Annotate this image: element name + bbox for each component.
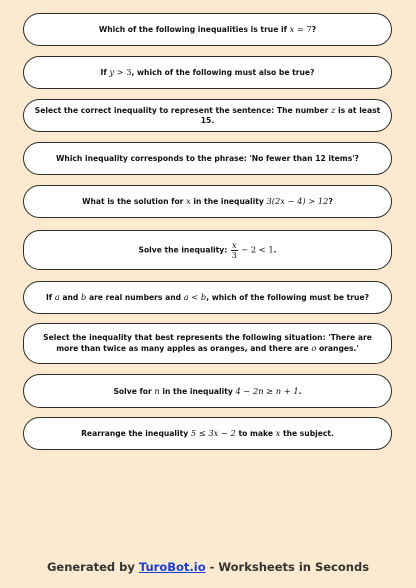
math-expression: = 7 xyxy=(294,24,312,34)
question-text: the subject. xyxy=(280,429,334,438)
footer xyxy=(0,560,416,574)
turobot-link[interactable]: TuroBot.io xyxy=(138,560,206,574)
question-card-7 xyxy=(23,281,392,314)
question-text: . xyxy=(298,386,302,396)
question-text: ? xyxy=(311,25,317,34)
math-expression: 3(2x − 4) > 12 xyxy=(266,196,329,206)
question-text: Rearrange the inequality xyxy=(81,429,191,438)
question-text: What is the solution for xyxy=(82,197,187,206)
math-expression: > 3 xyxy=(114,67,132,77)
question-text: . xyxy=(273,245,277,254)
question-card-5 xyxy=(23,185,392,218)
question-text: If xyxy=(100,68,110,77)
math-expression: a < b xyxy=(183,292,207,302)
question-card-9 xyxy=(23,374,392,408)
question-card-3 xyxy=(23,99,392,132)
math-variable: a xyxy=(54,292,60,302)
math-expression: − 2 < 1 xyxy=(238,244,274,254)
math-expression: 4 − 2n ≥ n + 1 xyxy=(235,385,299,396)
question-text: If xyxy=(45,293,55,302)
question-card-1 xyxy=(23,13,392,46)
question-text: to make xyxy=(235,429,276,438)
math-variable: z xyxy=(331,105,336,115)
math-expression: 5 ≤ 3x − 2 xyxy=(190,428,236,438)
math-fraction xyxy=(231,241,238,260)
math-variable: x xyxy=(289,24,295,34)
question-text: in the inequality xyxy=(159,386,236,396)
question-card-8 xyxy=(23,323,392,364)
question-text: , which of the following must also be true? xyxy=(131,68,315,77)
math-variable: n xyxy=(154,385,160,396)
question-card-6 xyxy=(23,230,392,270)
question-text: are real numbers and xyxy=(86,293,184,302)
question-text: ? xyxy=(328,197,333,206)
question-text: and xyxy=(59,293,81,302)
math-variable: o xyxy=(311,343,317,353)
question-text: is at least 15. xyxy=(200,106,381,125)
fraction-numerator: x xyxy=(231,239,237,250)
question-text: oranges.' xyxy=(316,344,359,353)
question-text: Which inequality corresponds to the phrase: 'No fewer than 12 items'? xyxy=(56,153,359,163)
math-variable: y xyxy=(109,67,114,77)
math-variable: x xyxy=(186,196,191,206)
question-text: , which of the following must be true? xyxy=(206,293,370,302)
question-card-10 xyxy=(23,417,392,450)
question-text: Select the inequality that best represents the following situation: 'There are more than twice as many apples as oranges, and there are xyxy=(43,333,372,353)
footer-suffix: - Worksheets in Seconds xyxy=(205,560,370,574)
math-variable: x xyxy=(275,428,281,438)
question-text: Solve for xyxy=(113,386,155,396)
fraction-denominator: 3 xyxy=(231,249,237,260)
question-card-4 xyxy=(23,142,392,175)
question-text: in the inequality xyxy=(190,197,267,206)
question-text: Solve the inequality: xyxy=(138,245,230,254)
math-variable: b xyxy=(80,292,87,302)
question-card-2 xyxy=(23,56,392,89)
question-text: Select the correct inequality to represent the sentence: The number xyxy=(34,106,332,115)
footer-prefix: Generated by xyxy=(46,560,139,574)
question-text: Which of the following inequalities is true if xyxy=(98,25,290,34)
